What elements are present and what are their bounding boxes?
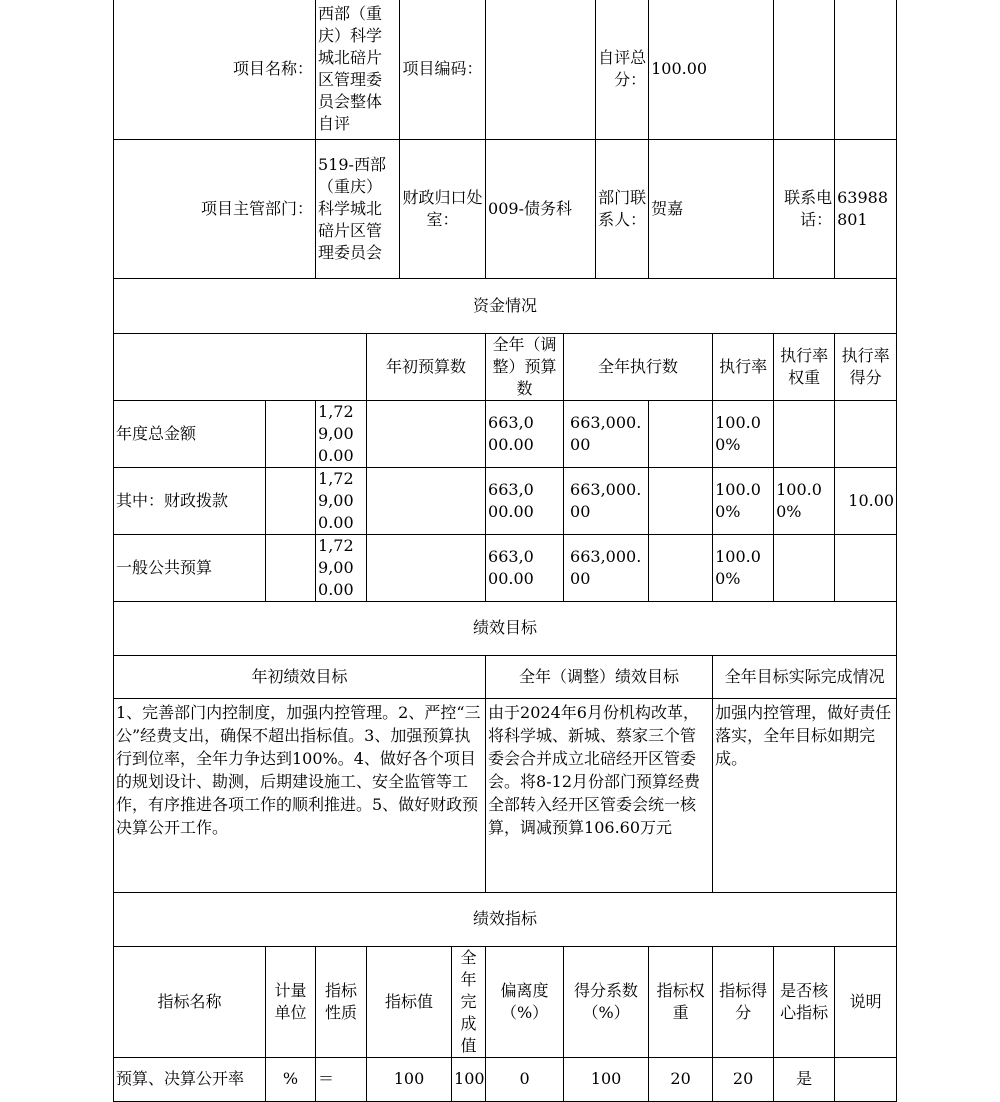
phone-label: 联系电话： [774, 139, 835, 278]
funds-row-initial: 1,729,000.00 [316, 400, 367, 467]
funds-header-initial: 年初预算数 [367, 333, 486, 400]
funds-row-label: 一般公共预算 [114, 534, 266, 601]
self-score-value: 100.00 [649, 0, 774, 139]
funds-row [114, 467, 897, 534]
goals-col-adjusted: 全年（调整）绩效目标 [486, 655, 713, 698]
ind-header-weight: 指标权重 [649, 946, 713, 1057]
ind-row-score: 20 [713, 1057, 774, 1101]
phone-value: 63988801 [835, 139, 897, 278]
funds-row-blank [266, 534, 316, 601]
funds-header-adjusted: 全年（调整）预算数 [486, 333, 564, 400]
goals-adjusted-text: 由于2024年6月份机构改革，将科学城、新城、蔡家三个管委会合并成立北碚经开区管委会。将8-12月份部门预算经费全部转入经开区管委会统一核算，调减预算106.60万元 [486, 698, 713, 892]
funds-row-executed: 663,000.00 [564, 467, 649, 534]
funds-row-blank [649, 400, 713, 467]
funds-row-adjusted: 663,000.00 [486, 534, 564, 601]
info-blank-2 [835, 0, 897, 139]
funds-row-blank [649, 534, 713, 601]
funds-row [114, 534, 897, 601]
project-code-label: 项目编码： [400, 0, 486, 139]
goals-col-actual: 全年目标实际完成情况 [713, 655, 897, 698]
funds-header-executed: 全年执行数 [564, 333, 713, 400]
ind-row-weight: 20 [649, 1057, 713, 1101]
indicators-section-title: 绩效指标 [114, 892, 897, 946]
self-score-label: 自评总分： [596, 0, 649, 139]
ind-row-value: 100 [367, 1057, 452, 1101]
goals-col-initial: 年初绩效目标 [114, 655, 486, 698]
funds-row-blank [649, 467, 713, 534]
funds-header-weight: 执行率权重 [774, 333, 835, 400]
funds-row-weight [774, 400, 835, 467]
ind-row-core: 是 [774, 1057, 835, 1101]
funds-row-label: 年度总金额 [114, 400, 266, 467]
ind-header-note: 说明 [835, 946, 897, 1057]
ind-row-note [835, 1057, 897, 1101]
funds-row-blank [367, 467, 486, 534]
contact-value: 贺嘉 [649, 139, 774, 278]
goals-content-row [114, 698, 897, 892]
ind-row-coef: 100 [564, 1057, 649, 1101]
dept-label: 项目主管部门： [114, 139, 316, 278]
goals-section-row [114, 601, 897, 655]
funds-row-rate: 100.00% [713, 400, 774, 467]
funds-row-blank [367, 534, 486, 601]
funds-row-initial: 1,729,000.00 [316, 467, 367, 534]
dept-value: 519-西部（重庆）科学城北碚片区管理委员会 [316, 139, 400, 278]
indicators-header-row [114, 946, 897, 1057]
ind-header-completed: 全年完成值 [452, 946, 486, 1057]
ind-row-unit: % [266, 1057, 316, 1101]
funds-row-rate: 100.00% [713, 534, 774, 601]
funds-row-weight [774, 534, 835, 601]
funds-section-row [114, 278, 897, 333]
info-blank-1 [774, 0, 835, 139]
funds-row-score [835, 534, 897, 601]
funds-row-blank [266, 467, 316, 534]
funds-row-label: 其中：财政拨款 [114, 467, 266, 534]
indicators-section-row [114, 892, 897, 946]
ind-header-coef: 得分系数（%） [564, 946, 649, 1057]
funds-header-score: 执行率得分 [835, 333, 897, 400]
info-row-dept [114, 139, 897, 278]
ind-row-completed: 100 [452, 1057, 486, 1101]
funds-row-executed: 663,000.00 [564, 534, 649, 601]
funds-row-executed: 663,000.00 [564, 400, 649, 467]
funds-row-weight: 100.00% [774, 467, 835, 534]
ind-header-unit: 计量单位 [266, 946, 316, 1057]
ind-header-deviation: 偏离度（%） [486, 946, 564, 1057]
funds-header-blank [114, 333, 367, 400]
funds-row-initial: 1,729,000.00 [316, 534, 367, 601]
info-row-project [114, 0, 897, 139]
funds-row-adjusted: 663,000.00 [486, 467, 564, 534]
funds-row-score: 10.00 [835, 467, 897, 534]
funds-section-title: 资金情况 [114, 278, 897, 333]
indicator-row [114, 1057, 897, 1101]
funds-header-row [114, 333, 897, 400]
funds-row-adjusted: 663,000.00 [486, 400, 564, 467]
funds-row-rate: 100.00% [713, 467, 774, 534]
ind-row-nature: ＝ [316, 1057, 367, 1101]
ind-header-value: 指标值 [367, 946, 452, 1057]
goals-header-row [114, 655, 897, 698]
evaluation-sheet [113, 0, 896, 1088]
finance-office-label: 财政归口处室： [400, 139, 486, 278]
evaluation-table [113, 0, 897, 1102]
project-name-value: 西部（重庆）科学城北碚片区管理委员会整体自评 [316, 0, 400, 139]
contact-label: 部门联系人： [596, 139, 649, 278]
funds-header-rate: 执行率 [713, 333, 774, 400]
goals-actual-text: 加强内控管理，做好责任落实，全年目标如期完成。 [713, 698, 897, 892]
ind-header-score: 指标得分 [713, 946, 774, 1057]
ind-header-nature: 指标性质 [316, 946, 367, 1057]
funds-row-blank [266, 400, 316, 467]
ind-row-name: 预算、决算公开率 [114, 1057, 266, 1101]
funds-row-score [835, 400, 897, 467]
finance-office-value: 009-债务科 [486, 139, 596, 278]
project-name-label: 项目名称： [114, 0, 316, 139]
ind-row-deviation: 0 [486, 1057, 564, 1101]
ind-header-core: 是否核心指标 [774, 946, 835, 1057]
funds-row-blank [367, 400, 486, 467]
ind-header-name: 指标名称 [114, 946, 266, 1057]
goals-initial-text: 1、完善部门内控制度，加强内控管理。2、严控“三公”经费支出，确保不超出指标值。3、加强预算执行到位率，全年力争达到100%。4、做好各个项目的规划设计、勘测，后期建设施工、安全监管等工作，有序推进各项工作的顺利推进。5、做好财政预决算公开工作。 [114, 698, 486, 892]
funds-row [114, 400, 897, 467]
project-code-value [486, 0, 596, 139]
goals-section-title: 绩效目标 [114, 601, 897, 655]
